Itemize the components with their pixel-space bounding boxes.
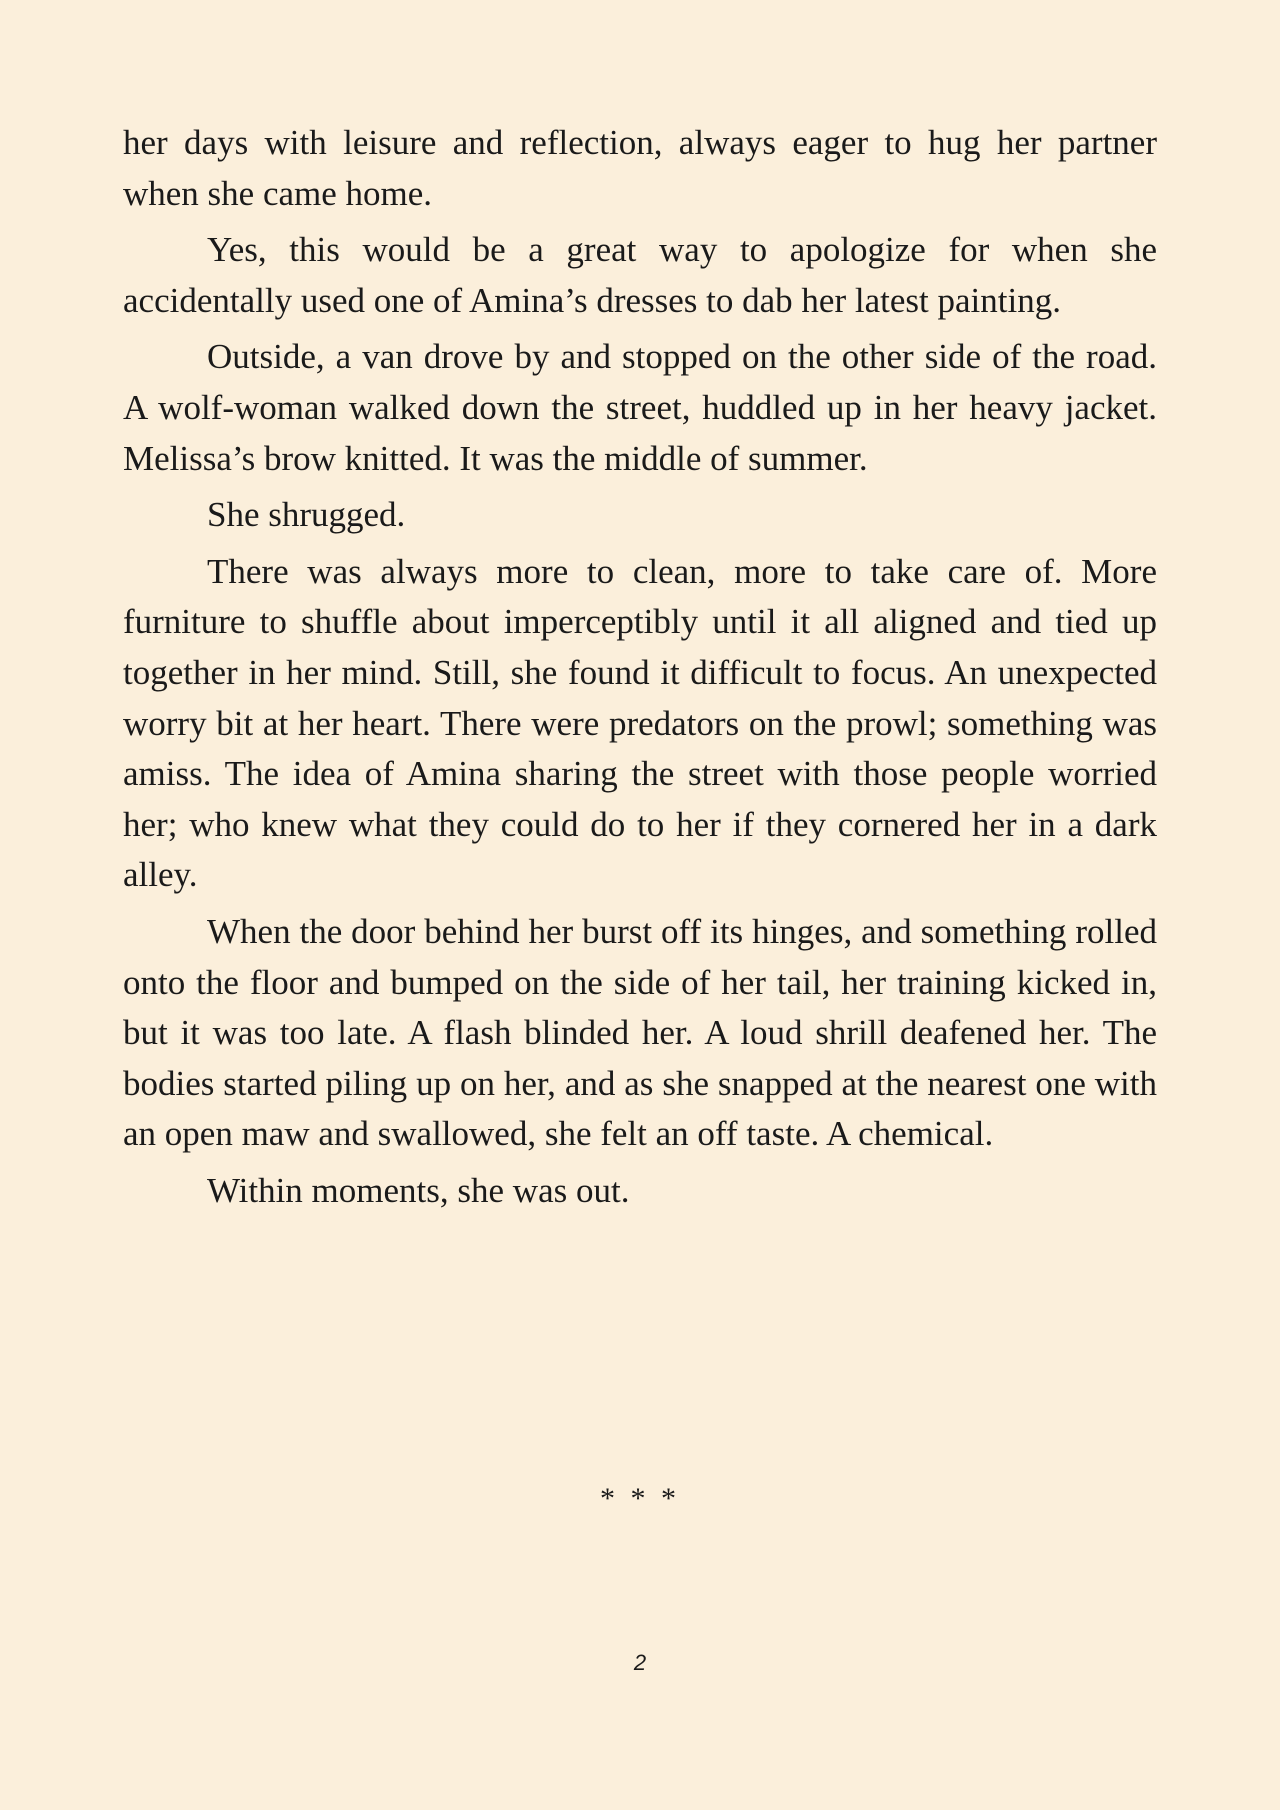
- page-number: 2: [633, 1650, 647, 1675]
- paragraph-2: Yes, this would be a great way to apologize for when she accidentally used one of Amina’s dresses to dab her latest painting.: [123, 230, 1157, 320]
- paragraph-4: She shrugged.: [207, 495, 406, 535]
- page-body: [123, 118, 1157, 1222]
- paragraph-7: Within moments, she was out.: [207, 1170, 630, 1210]
- paragraph-1: her days with leisure and reflection, always eager to hug her partner when she came home.: [123, 123, 1157, 213]
- scene-break: * * *: [600, 1482, 680, 1515]
- paragraph-5: There was always more to clean, more to take care of. More furniture to shuffle about imperceptibly until it all aligned and tied up together in her mind. Still, she found it difficult to focus. An unexpected worry bit at her heart. There were predators on the prowl; something was amiss. The idea of Amina sharing the street with those people worried her; who knew what they could do to her if they cornered her in a dark alley.: [123, 551, 1157, 895]
- paragraph-3: Outside, a van drove by and stopped on the other side of the road. A wolf-woman walked down the street, huddled up in her heavy jacket. Melissa’s brow knitted. It was the middle of summer.: [123, 337, 1157, 478]
- paragraph-6: When the door behind her burst off its hinges, and something rolled onto the floor and bumped on the side of her tail, her training kicked in, but it was too late. A flash blinded her. A loud shrill deafened her. The bodies started piling up on her, and as she snapped at the nearest one with an open maw and swallowed, she felt an off taste. A chemical.: [123, 911, 1157, 1154]
